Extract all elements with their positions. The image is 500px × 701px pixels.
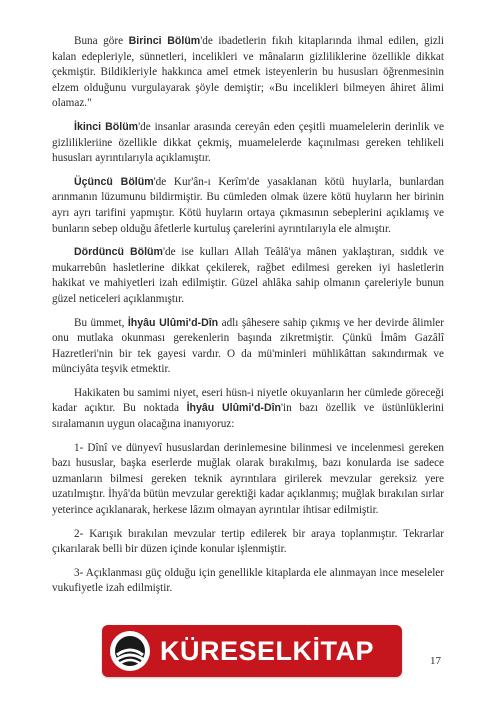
paragraph-4: Dördüncü Bölüm'de ise kulları Allah Teâlâ'ya mânen yaklaştıran, sıddık ve mukarrebûn hasletlerine dikkat çekilerek, rağbet edilmesi gereken iyi hasletlerin hakikat ve mahiyetleri izah edilmiştir. Güzel ahlâka sahip olmanın çareleriyle bunun güzel neticeleri açıklanmıştır.: [52, 246, 445, 305]
brand-name: KÜRESELKİTAP: [160, 635, 375, 666]
paragraph-3: Üçüncü Bölüm'de Kur'ân-ı Kerîm'de yasaklanan kötü huylarla, bunlardan arınmanın lüzumunu bildirmiştir. Bu cümleden olmak üzere kötü huyların her birinin ayrı ayrı tarifini yapmıştır. Kötü huyların ortaya çıkmasının sebeplerini açıklamış ve bunların sebep olduğu âfetlerle kurtuluş çarelerini ayrıntılarıyla ele almıştır.: [52, 175, 445, 235]
brand-watermark: [102, 625, 402, 677]
paragraph-5: Bu ümmet, İhyâu Ulûmi'd-Dîn adlı şâhesere sahip çıkmış ve her devirde âlimler onu mutlaka okunması gerekenlerin başında zikretmiştir. Çünkü İmâm Gazâlî Hazretleri'nin bir tek gayesi vardır. O da mü'minleri mühlikâttan sakındırmak ve münciyâta teşvik etmektir.: [52, 316, 444, 376]
page-body: [52, 34, 444, 597]
paragraph-2: İkinci Bölüm'de insanlar arasında cereyân eden çeşitli muamelelerin derinlik ve gizlilikleriine özellikle dikkat çekmiş, muamelelerde kaçınılması gereken tehlikeli hususları ayrıntılarıyla açıklamıştır.: [52, 120, 445, 165]
paragraph-1: Buna göre Birinci Bölüm'de ibadetlerin fıkıh kitaplarında ihmal edilen, gizli kalan edepleriyle, sünnetleri, incelikleri ve mânaların gizliliklerine özellikle dikkat çekmiştir. Bildikleriyle hakkınca amel etmek isteyenlerin bu hususları öğrenmesinin elzem olduğunu vurgulayarak şöyle demiştir; «Bu incelikleri bilmeyen âhiret âlimi olamaz.": [52, 35, 445, 110]
paragraph-8: 2- Karışık bırakılan mevzular tertip edilerek bir araya toplanmıştır. Tekrarlar çıkarılarak belli bir düzen içinde konular işlenmiştir.: [52, 527, 444, 556]
page-number: 17: [430, 655, 441, 667]
paragraph-9: 3- Açıklanması güç olduğu için genellikle kitaplarda ele alınmayan ince meseleler vukufiyetle izah edilmiştir.: [52, 566, 444, 595]
paragraph-6: Hakikaten bu samimi niyet, eseri hüsn-i niyetle okuyanların her cümlede göreceği kadar açıktır. Bu noktada İhyâu Ulûmi'd-Dîn'in bazı özellik ve üstünlüklerini sıralamanın uygun olacağına inanıyoruz:: [52, 386, 444, 431]
paragraph-7: 1- Dînî ve dünyevî hususlardan derinlemesine bilinmesi ve incelenmesi gereken bazı hususlar, başka eserlerde muğlak olarak bırakılmış, bazı konularda ise sadece uzmanların bilmesi gereken teknik ayrıntılara girilerek mevzular gereksiz yere uzatılmıştır. İhyâ'da bütün mevzular gerektiği kadar açıklanmış; muğlak bırakılan sırlar yeterince açıklanarak, herkese lâzım olmayan ayrıntılar ihtisar edilmiştir.: [52, 441, 444, 517]
globe-logo-icon: [108, 629, 152, 673]
